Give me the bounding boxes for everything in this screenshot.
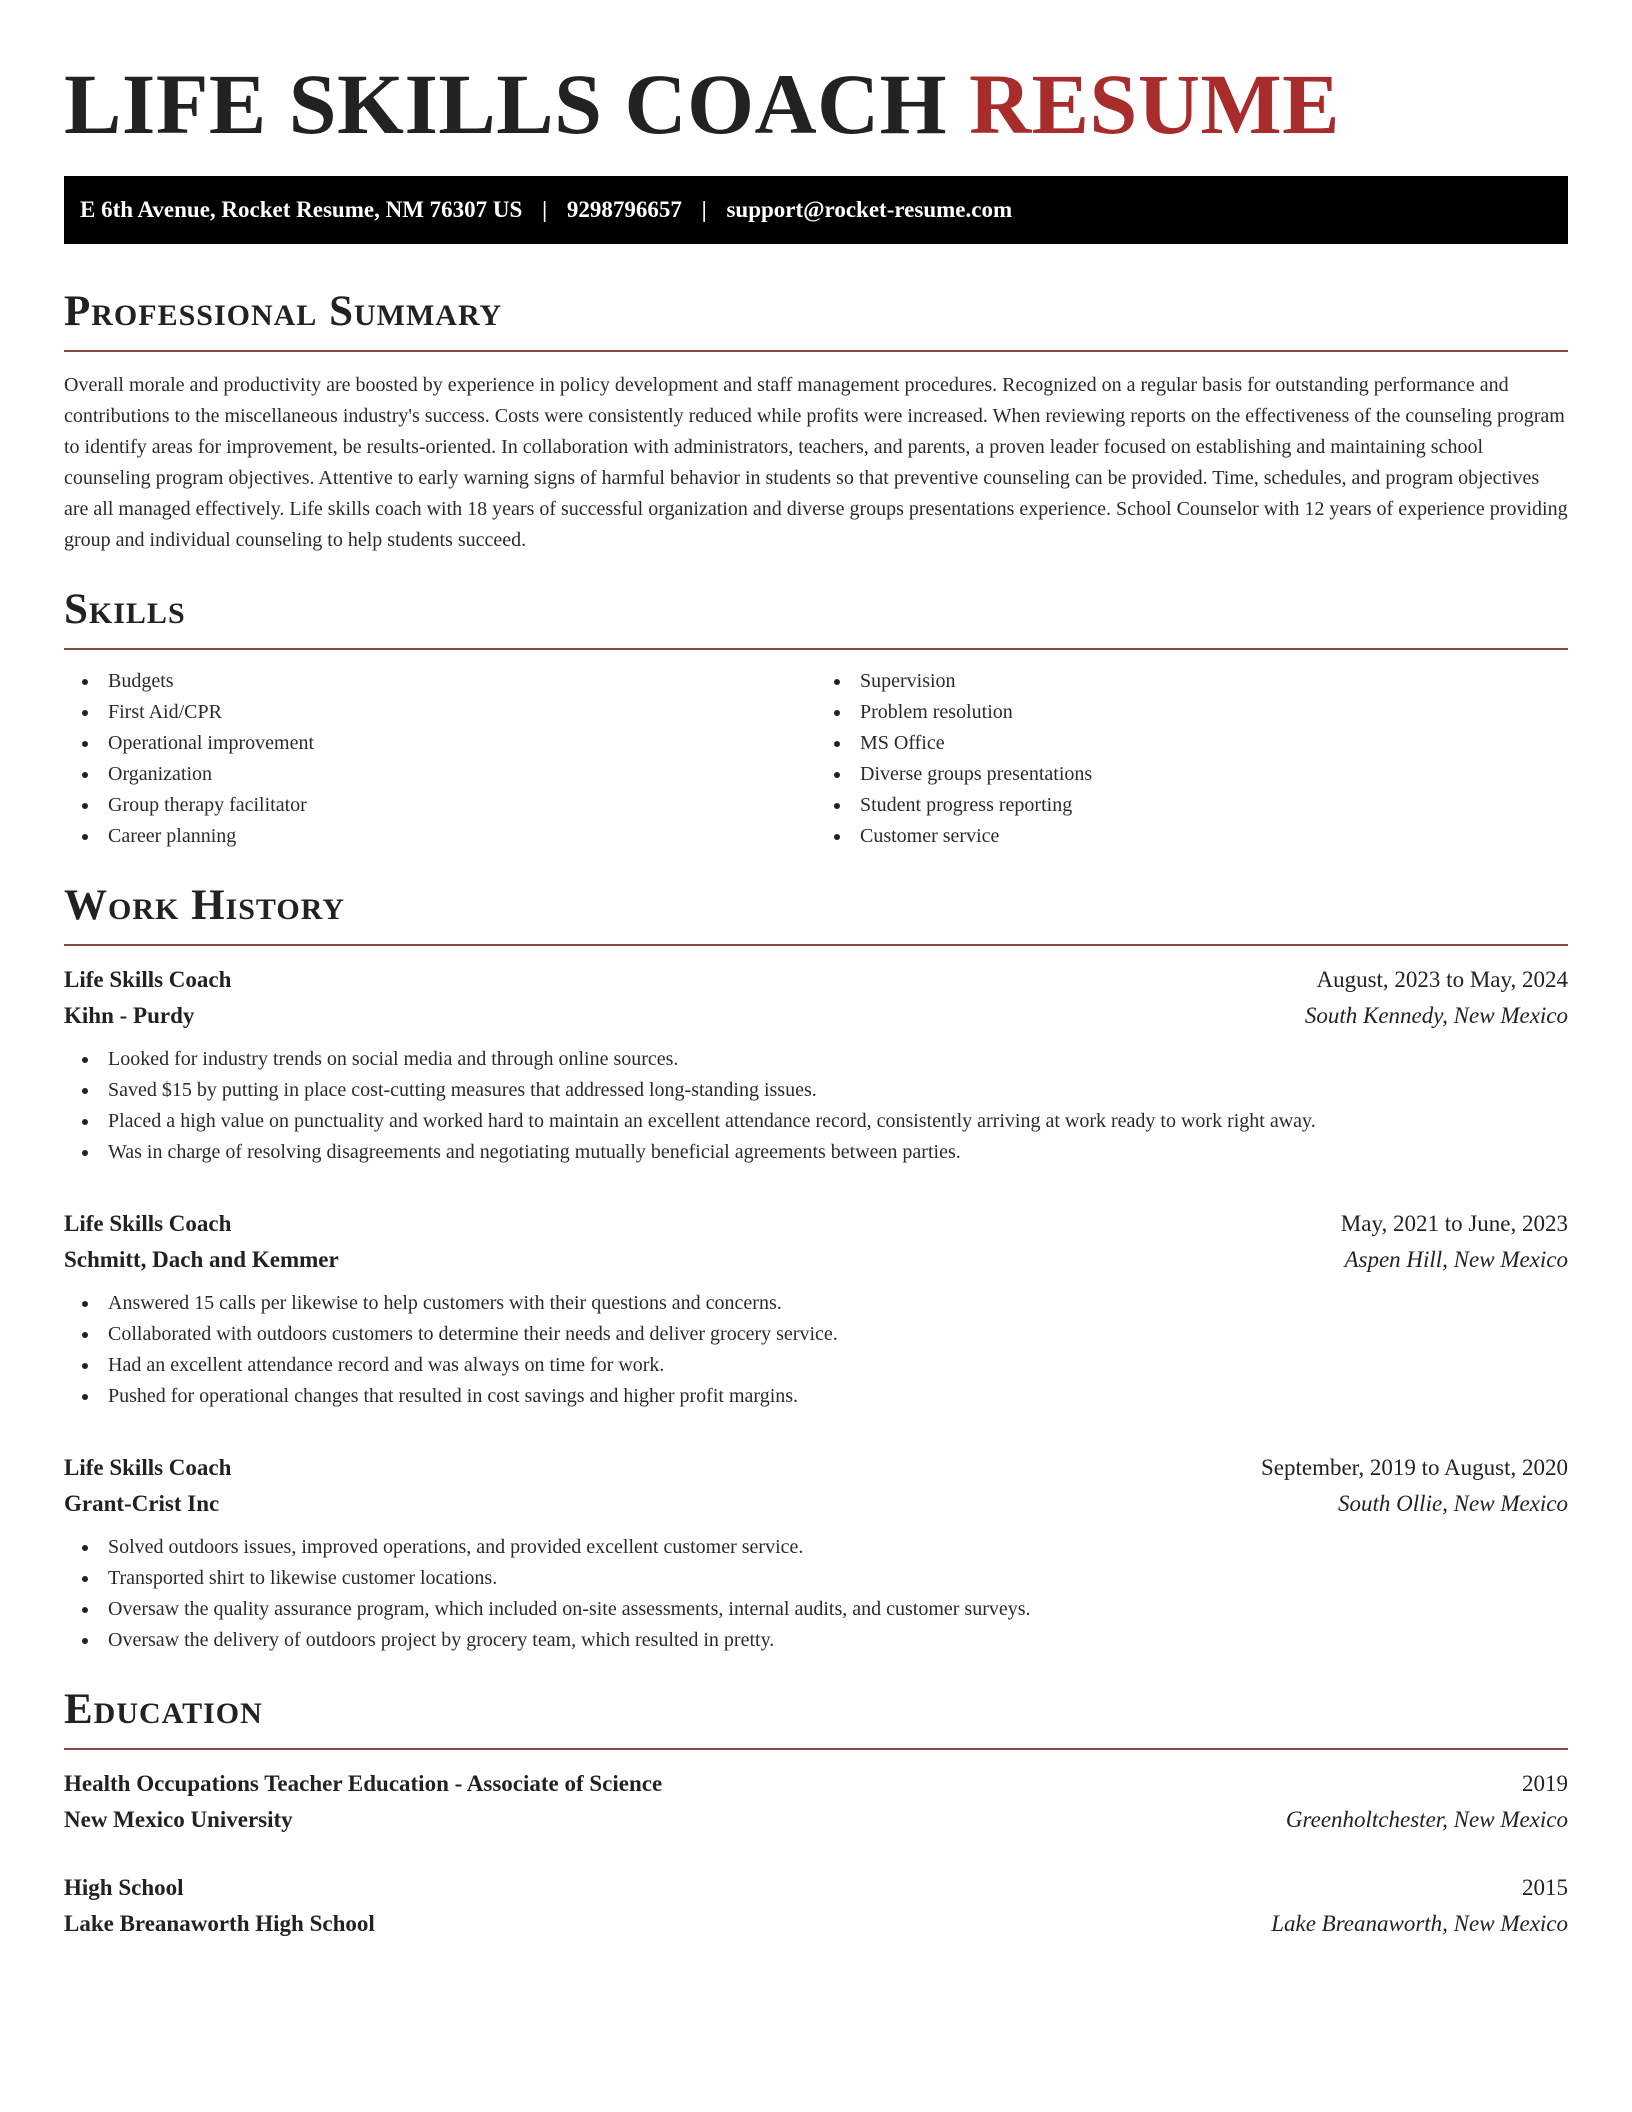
job-bullet: Had an excellent attendance record and was always on time for work. xyxy=(108,1350,1568,1381)
skills-section xyxy=(64,586,1568,852)
job-bullet: Saved $15 by putting in place cost-cutting measures that addressed long-standing issues. xyxy=(108,1075,1568,1106)
job-entry xyxy=(64,962,1568,1168)
summary-text: Overall morale and productivity are boosted by experience in policy development and staff management procedures. Recognized on a regular basis for outstanding performance and contributions to the miscellaneous industry's success. Costs were consistently reduced while profits were increased. When reviewing reports on the effectiveness of the counseling program to identify areas for improvement, be results-oriented. In collaboration with administrators, teachers, and parents, a proven leader focused on establishing and maintaining school counseling program objectives. Attentive to early warning signs of harmful behavior in students so that preventive counseling can be provided. Time, schedules, and program objectives are all managed effectively. Life skills coach with 18 years of successful organization and diverse groups presentations experience. School Counselor with 12 years of experience providing group and individual counseling to help students succeed. xyxy=(64,374,1568,551)
job-entry xyxy=(64,1206,1568,1412)
job-company: Kihn - Purdy xyxy=(64,1003,195,1028)
education-year: 2015 xyxy=(1522,1875,1568,1900)
skill-item: Customer service xyxy=(860,821,1568,852)
education-degree: Health Occupations Teacher Education - Associate of Science xyxy=(64,1771,663,1796)
skill-item: Problem resolution xyxy=(860,697,1568,728)
job-bullet: Placed a high value on punctuality and worked hard to maintain an excellent attendance record, consistently arriving at work ready to work right away. xyxy=(108,1106,1568,1137)
contact-address: E 6th Avenue, Rocket Resume, NM 76307 US xyxy=(80,197,523,222)
job-bullet: Transported shirt to likewise customer locations. xyxy=(108,1563,1568,1594)
job-bullet: Looked for industry trends on social media and through online sources. xyxy=(108,1044,1568,1075)
job-title: Life Skills Coach xyxy=(64,967,232,992)
summary-section xyxy=(64,288,1568,556)
section-divider xyxy=(64,648,1568,650)
section-title-summary: Professional Summary xyxy=(64,288,503,335)
contact-email: support@rocket-resume.com xyxy=(726,197,1013,222)
section-divider xyxy=(64,350,1568,352)
job-dates: May, 2021 to June, 2023 xyxy=(1340,1211,1568,1236)
title-main: LIFE SKILLS COACH xyxy=(64,56,948,152)
job-bullet: Was in charge of resolving disagreements and negotiating mutually beneficial agreements between parties. xyxy=(108,1137,1568,1168)
education-entry xyxy=(64,1766,1568,1838)
section-divider xyxy=(64,1748,1568,1750)
job-title: Life Skills Coach xyxy=(64,1211,232,1236)
skill-item: Organization xyxy=(108,759,816,790)
job-location: South Kennedy, New Mexico xyxy=(1304,1003,1568,1028)
education-year: 2019 xyxy=(1522,1771,1568,1796)
resume-page xyxy=(64,0,1568,1942)
skill-item: Budgets xyxy=(108,666,816,697)
job-entry xyxy=(64,1450,1568,1656)
skills-list xyxy=(64,666,1568,852)
section-title-education: Education xyxy=(64,1686,263,1733)
contact-bar xyxy=(64,176,1568,244)
section-title-skills: Skills xyxy=(64,586,186,633)
work-history-section xyxy=(64,882,1568,1656)
job-bullet: Collaborated with outdoors customers to determine their needs and deliver grocery service. xyxy=(108,1319,1568,1350)
job-bullets xyxy=(64,1288,1568,1412)
skill-item: First Aid/CPR xyxy=(108,697,816,728)
job-location: South Ollie, New Mexico xyxy=(1338,1491,1568,1516)
job-dates: August, 2023 to May, 2024 xyxy=(1316,967,1568,992)
job-company: Grant-Crist Inc xyxy=(64,1491,220,1516)
skill-item: Career planning xyxy=(108,821,816,852)
job-bullet: Oversaw the delivery of outdoors project by grocery team, which resulted in pretty. xyxy=(108,1625,1568,1656)
job-bullet: Solved outdoors issues, improved operations, and provided excellent customer service. xyxy=(108,1532,1568,1563)
skills-column-left xyxy=(64,666,816,852)
skill-item: Student progress reporting xyxy=(860,790,1568,821)
job-bullets xyxy=(64,1044,1568,1168)
skills-column-right xyxy=(816,666,1568,852)
job-dates: September, 2019 to August, 2020 xyxy=(1260,1455,1568,1480)
job-bullet: Pushed for operational changes that resulted in cost savings and higher profit margins. xyxy=(108,1381,1568,1412)
job-company: Schmitt, Dach and Kemmer xyxy=(64,1247,339,1272)
job-bullet: Answered 15 calls per likewise to help customers with their questions and concerns. xyxy=(108,1288,1568,1319)
skill-item: Operational improvement xyxy=(108,728,816,759)
section-title-work-history: Work History xyxy=(64,882,345,929)
section-divider xyxy=(64,944,1568,946)
contact-separator: | xyxy=(542,197,548,222)
education-location: Lake Breanaworth, New Mexico xyxy=(1271,1911,1568,1936)
contact-phone: 9298796657 xyxy=(566,197,682,222)
skill-item: Diverse groups presentations xyxy=(860,759,1568,790)
job-location: Aspen Hill, New Mexico xyxy=(1344,1247,1568,1272)
skill-item: Group therapy facilitator xyxy=(108,790,816,821)
skill-item: MS Office xyxy=(860,728,1568,759)
job-bullets xyxy=(64,1532,1568,1656)
skill-item: Supervision xyxy=(860,666,1568,697)
education-entry xyxy=(64,1870,1568,1942)
education-school: Lake Breanaworth High School xyxy=(64,1911,375,1936)
education-section xyxy=(64,1686,1568,1942)
resume-title xyxy=(64,0,1568,164)
job-title: Life Skills Coach xyxy=(64,1455,232,1480)
education-school: New Mexico University xyxy=(64,1807,293,1832)
title-accent: RESUME xyxy=(969,56,1341,152)
contact-separator: | xyxy=(701,197,707,222)
job-bullet: Oversaw the quality assurance program, which included on-site assessments, internal audits, and customer surveys. xyxy=(108,1594,1568,1625)
education-degree: High School xyxy=(64,1875,184,1900)
education-location: Greenholtchester, New Mexico xyxy=(1285,1807,1568,1832)
